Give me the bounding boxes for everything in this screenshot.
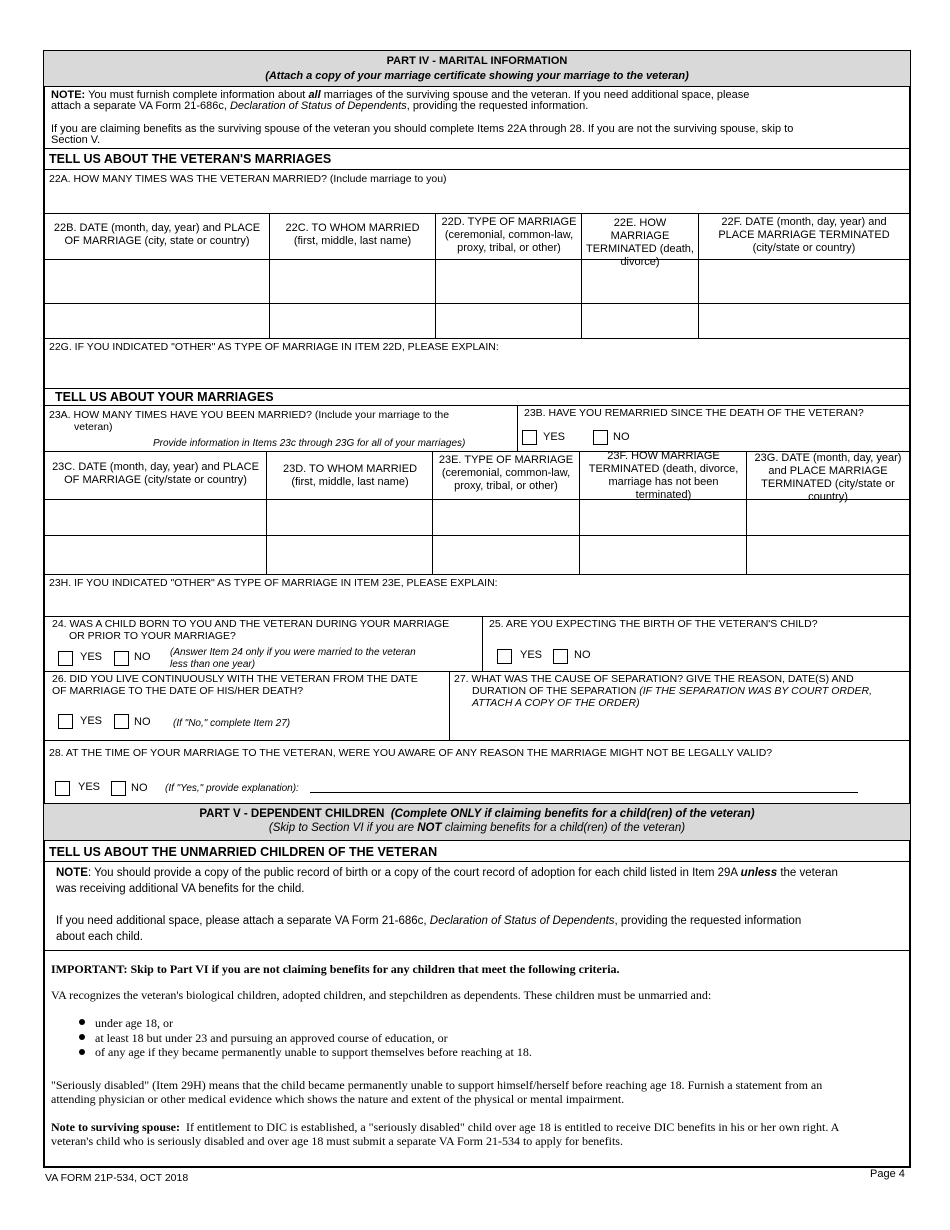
q24-no-checkbox[interactable] [114, 651, 129, 666]
q27-label-cont2: ATTACH A COPY OF THE ORDER) [472, 697, 640, 709]
q22b-header: 22B. DATE (month, day, year) and PLACE OF MARRIAGE (city, state or country) [53, 222, 261, 247]
q26-label: 26. DID YOU LIVE CONTINUOUSLY WITH THE VETERAN FROM THE DATE [52, 673, 418, 685]
part5-space-cont: about each child. [56, 931, 143, 943]
q24-yes-label: YES [80, 651, 103, 663]
q26-note: (If "No," complete Item 27) [173, 718, 291, 729]
q25-label: 25. ARE YOU EXPECTING THE BIRTH OF THE VETERAN'S CHILD? [489, 618, 818, 630]
q23g-header: 23G. DATE (month, day, year) and PLACE MARRIAGE TERMINATED (city/state or country) [754, 452, 902, 503]
part5-title: PART V - DEPENDENT CHILDREN (Complete ONLY if claiming benefits for a child(ren) of the veteran) [199, 808, 755, 820]
bullet-1 [79, 1019, 85, 1025]
part4-subtitle: (Attach a copy of your marriage certificate showing your marriage to the veteran) [265, 70, 689, 82]
q27-label: 27. WHAT WAS THE CAUSE OF SEPARATION? GIVE THE REASON, DATE(S) AND [454, 673, 854, 685]
q23c-header: 23C. DATE (month, day, year) and PLACE OF MARRIAGE (city/state or country) [52, 461, 259, 486]
part4-title: PART IV - MARITAL INFORMATION [386, 55, 568, 67]
q24-no-label: NO [134, 651, 151, 663]
q22g-label: 22G. IF YOU INDICATED "OTHER" AS TYPE OF MARRIAGE IN ITEM 22D, PLEASE EXPLAIN: [49, 341, 499, 353]
q22-row-2-input[interactable] [45, 304, 909, 337]
part5-subtitle: (Skip to Section VI if you are NOT claiming benefits for a child(ren) of the veteran) [268, 822, 686, 834]
children-heading: TELL US ABOUT THE UNMARRIED CHILDREN OF THE VETERAN [49, 845, 438, 859]
q24-note-cont: less than one year) [170, 659, 256, 670]
q23-row-1-input[interactable] [45, 500, 909, 534]
q23b-no-checkbox[interactable] [593, 430, 608, 445]
part5-note-cont: was receiving additional VA benefits for the child. [56, 883, 305, 895]
page-number: Page 4 [870, 1168, 905, 1180]
q28-explanation-input[interactable] [310, 780, 858, 793]
part5-note: NOTE: You should provide a copy of the public record of birth or a copy of the court record of adoption for each child listed in Item 29A unless the veteran [56, 867, 838, 879]
q23a-label: 23A. HOW MANY TIMES HAVE YOU BEEN MARRIED? (Include your marriage to the [49, 409, 450, 421]
q23-row-2-input[interactable] [45, 536, 909, 573]
q22c-header: 22C. TO WHOM MARRIED (first, middle, last name) [285, 222, 420, 247]
q23h-label: 23H. IF YOU INDICATED "OTHER" AS TYPE OF MARRIAGE IN ITEM 23E, PLEASE EXPLAIN: [49, 577, 498, 589]
q25-yes-label: YES [520, 649, 543, 661]
important-text: IMPORTANT: Skip to Part VI if you are not claiming benefits for any children that meet the following criteria. [51, 962, 620, 976]
criteria-item-3: of any age if they became permanently unable to support themselves before reaching at 18. [95, 1045, 532, 1059]
q24-label: 24. WAS A CHILD BORN TO YOU AND THE VETERAN DURING YOUR MARRIAGE [52, 618, 450, 630]
q22d-header: 22D. TYPE OF MARRIAGE (ceremonial, common-law, proxy, tribal, or other) [441, 216, 577, 254]
q28-yes-checkbox[interactable] [55, 781, 70, 796]
q25-yes-checkbox[interactable] [497, 649, 512, 664]
q26-no-checkbox[interactable] [114, 714, 129, 729]
q23a-label-cont: veteran) [74, 421, 113, 433]
q22f-header: 22F. DATE (month, day, year) and PLACE MARRIAGE TERMINATED (city/state or country) [718, 216, 890, 254]
q28-no-checkbox[interactable] [111, 781, 126, 796]
q23e-header: 23E. TYPE OF MARRIAGE (ceremonial, common-law, proxy, tribal, or other) [438, 454, 574, 492]
part4-note-cont: attach a separate VA Form 21-686c, Declaration of Status of Dependents, providing the requested information. [51, 100, 589, 112]
surviving-spouse-note: Note to surviving spouse: If entitlement to DIC is established, a "seriously disabled" child over age 18 is entitled to receive DIC benefits in his or her own right. A [51, 1120, 840, 1134]
q26-yes-label: YES [80, 715, 103, 727]
surviving-spouse-note-cont: veteran's child who is seriously disabled and over age 18 must submit a separate VA Form 21-534 to apply for benefits. [51, 1134, 623, 1148]
criteria-item-1: under age 18, or [95, 1016, 173, 1030]
seriously-disabled-text: "Seriously disabled" (Item 29H) means that the child became permanently unable to support himself/herself before reaching age 18. Furnish a statement from an [51, 1078, 823, 1092]
bullet-3 [79, 1049, 85, 1055]
q23a-note: Provide information in Items 23c through 23G for all of your marriages) [153, 438, 466, 449]
part5-space: If you need additional space, please attach a separate VA Form 21-686c, Declaration of Status of Dependents, providing the requested information [56, 915, 802, 927]
q27-label-cont: DURATION OF THE SEPARATION (IF THE SEPARATION WAS BY COURT ORDER, [472, 685, 873, 697]
q26-label-cont: OF MARRIAGE TO THE DATE OF HIS/HER DEATH? [52, 685, 304, 697]
q23d-header: 23D. TO WHOM MARRIED (first, middle, last name) [282, 463, 418, 488]
your-marriages-heading: TELL US ABOUT YOUR MARRIAGES [55, 390, 274, 404]
q24-label-cont: OR PRIOR TO YOUR MARRIAGE? [69, 630, 236, 642]
q28-yes-label: YES [78, 781, 101, 793]
q28-no-label: NO [131, 782, 148, 794]
q24-yes-checkbox[interactable] [58, 651, 73, 666]
form-number: VA FORM 21P-534, OCT 2018 [45, 1172, 189, 1184]
recognizes-text: VA recognizes the veteran's biological children, adopted children, and stepchildren as dependents. These children must be unmarried and: [51, 988, 712, 1002]
q28-label: 28. AT THE TIME OF YOUR MARRIAGE TO THE VETERAN, WERE YOU AWARE OF ANY REASON THE MARRIAGE MIGHT NOT BE LEGALLY VALID? [49, 747, 773, 759]
seriously-disabled-text-cont: attending physician or other medical evidence which shows the nature and extent of the physical or mental impairment. [51, 1092, 625, 1106]
q27-input[interactable] [451, 712, 909, 739]
q25-no-checkbox[interactable] [553, 649, 568, 664]
part4-note: NOTE: You must furnish complete information about all marriages of the surviving spouse and the veteran. If you need additional space, please [51, 89, 750, 101]
veteran-marriages-heading: TELL US ABOUT THE VETERAN'S MARRIAGES [49, 152, 332, 166]
q28-note: (If "Yes," provide explanation): [165, 783, 299, 794]
q26-no-label: NO [134, 716, 151, 728]
q26-yes-checkbox[interactable] [58, 714, 73, 729]
q22-row-1-input[interactable] [45, 260, 909, 302]
q25-no-label: NO [574, 649, 591, 661]
criteria-item-2: at least 18 but under 23 and pursuing an approved course of education, or [95, 1031, 448, 1045]
part4-claim-line2: Section V. [51, 134, 101, 146]
q23b-label: 23B. HAVE YOU REMARRIED SINCE THE DEATH OF THE VETERAN? [524, 407, 864, 419]
bullet-2 [79, 1034, 85, 1040]
q23b-yes-label: YES [543, 431, 566, 443]
q22e-header: 22E. HOW MARRIAGE TERMINATED (death, divorce) [586, 217, 694, 268]
q23b-no-label: NO [613, 431, 630, 443]
part4-claim-line1: If you are claiming benefits as the surviving spouse of the veteran you should complete Items 22A through 28. If you are not the surviving spouse, skip to [51, 123, 794, 135]
q24-note: (Answer Item 24 only if you were married to the veteran [170, 647, 416, 658]
q22a-label: 22A. HOW MANY TIMES WAS THE VETERAN MARRIED? (Include marriage to you) [49, 173, 447, 185]
q23b-yes-checkbox[interactable] [522, 430, 537, 445]
q23f-header: 23F. HOW MARRIAGE TERMINATED (death, divorce, marriage has not been terminated) [588, 450, 739, 501]
